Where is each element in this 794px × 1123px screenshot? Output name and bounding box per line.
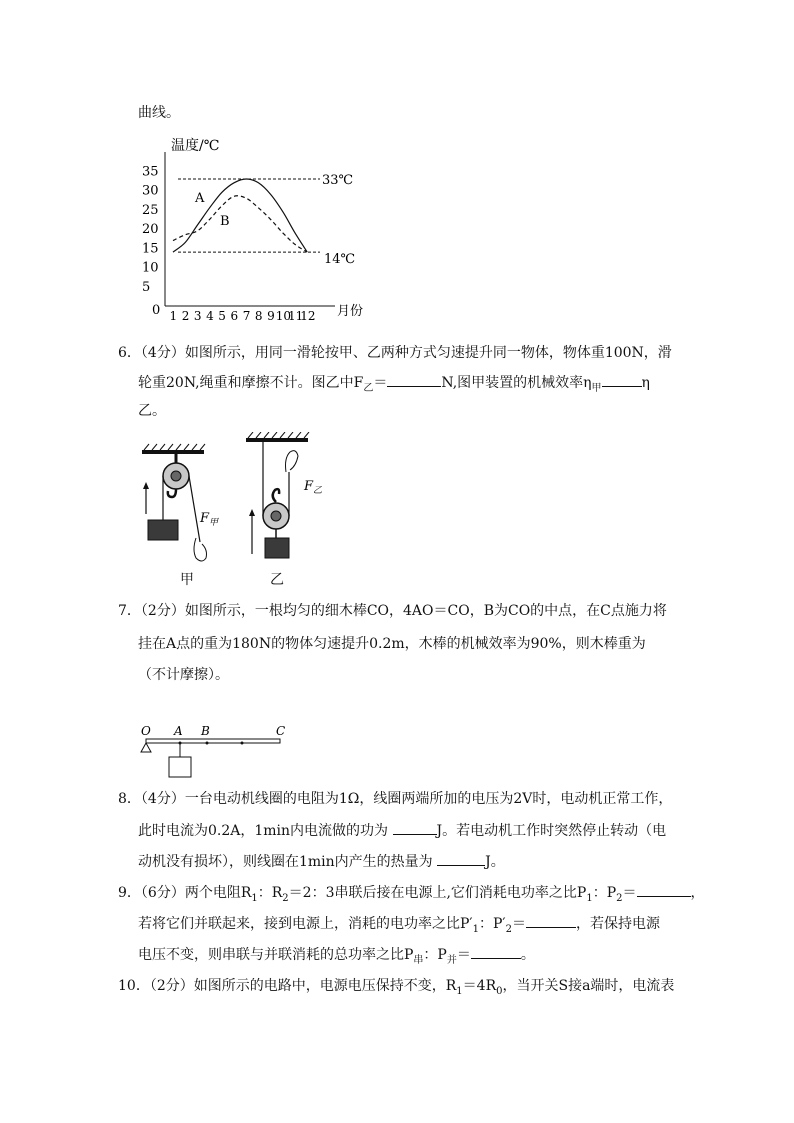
x-tick-label: 12 bbox=[300, 309, 316, 323]
q10-l1-b: ＝4R bbox=[462, 978, 497, 994]
x-tick-label: 11 bbox=[288, 309, 304, 323]
q9-l3-a: 电压不变，则串联与并联消耗的总功率之比P bbox=[138, 947, 414, 963]
q8-line3-part1: 动机没有损坏），则线圈在1min内产生的热量为 bbox=[138, 854, 433, 870]
q8-line2-part2: J。若电动机工作时突然停止转动（电 bbox=[436, 823, 667, 839]
q6-line1 bbox=[118, 343, 672, 363]
q9-sub-1c: 1 bbox=[472, 923, 479, 935]
q6-eta: η bbox=[641, 375, 650, 391]
fixed-pulley bbox=[143, 454, 219, 561]
q9-l1-d: ：P bbox=[592, 885, 617, 901]
x-tick-label: 8 bbox=[254, 309, 263, 323]
q10-line1 bbox=[118, 976, 674, 1002]
label-B: B bbox=[201, 724, 210, 738]
curve-b-label: B bbox=[220, 214, 230, 229]
q6-number: 6． bbox=[118, 345, 141, 361]
q7-number: 7． bbox=[118, 603, 141, 619]
y-tick-label: 10 bbox=[142, 260, 159, 276]
right-ceiling bbox=[246, 432, 309, 442]
hanging-weight bbox=[169, 757, 191, 777]
q6-line2-part2: N,图甲装置的机械效率η bbox=[441, 375, 592, 391]
y-tick-label: 20 bbox=[142, 222, 159, 237]
q9-l2-c: ＝ bbox=[511, 916, 526, 932]
x-tick-label: 6 bbox=[230, 309, 239, 323]
q8-blank-2[interactable] bbox=[437, 851, 485, 866]
force-right-label: $F_乙$ bbox=[304, 479, 323, 496]
q8-line3-part2: J。 bbox=[485, 854, 505, 870]
q10-sub-1: 1 bbox=[456, 985, 463, 997]
y-tick-label: 5 bbox=[142, 279, 151, 295]
pulley-figure bbox=[136, 432, 336, 592]
y-tick-labels bbox=[142, 164, 159, 295]
q9-l1-f: ， bbox=[690, 885, 705, 901]
q9-line1 bbox=[118, 882, 705, 909]
q9-line2 bbox=[138, 913, 660, 940]
q9-l1-e: ＝ bbox=[622, 885, 637, 901]
fulcrum bbox=[141, 743, 151, 752]
q10-l1-c: ，当开关S接a端时，电流表 bbox=[502, 978, 675, 994]
x-tick-label: 3 bbox=[193, 309, 202, 323]
chart-xlabel: 月份 bbox=[337, 304, 364, 319]
q8-blank-1[interactable] bbox=[393, 820, 437, 835]
q9-number: 9． bbox=[118, 885, 141, 901]
x-tick-label: 5 bbox=[218, 309, 226, 323]
x-tick-label: 4 bbox=[206, 309, 214, 323]
series-b-line bbox=[173, 196, 307, 252]
q7-line1 bbox=[118, 601, 667, 621]
q8-line1-text: （4分）一台电动机线圈的电阻为1Ω，线圈两端所加的电压为2V时，电动机正常工作， bbox=[140, 791, 673, 807]
x-tick-label: 2 bbox=[181, 309, 190, 323]
origin-label: 0 bbox=[152, 303, 161, 318]
x-tick-label: 9 bbox=[267, 309, 275, 323]
q9-l1-b: ：R bbox=[257, 885, 283, 901]
lever-figure bbox=[136, 722, 296, 782]
x-tick-labels bbox=[170, 309, 316, 323]
q9-sub-2c: 2 bbox=[505, 923, 512, 935]
q10-l1-a: （2分）如图所示的电路中，电源电压保持不变，R bbox=[149, 978, 457, 994]
q8-line1 bbox=[118, 789, 672, 809]
q9-sub-2a: 2 bbox=[282, 892, 289, 904]
x-tick-label: 1 bbox=[169, 309, 178, 323]
q9-sub-2b: 2 bbox=[616, 892, 623, 904]
curve-a-label: A bbox=[195, 191, 205, 206]
q9-blank-3[interactable] bbox=[471, 944, 521, 959]
series-a-line bbox=[173, 179, 307, 252]
lever-rod bbox=[146, 739, 280, 743]
q9-blank-2[interactable] bbox=[526, 913, 576, 928]
q10-sub-0: 0 bbox=[496, 985, 503, 997]
q6-line1-text: （4分）如图所示，用同一滑轮按甲、乙两种方式匀速提升同一物体，物体重100N，滑 bbox=[140, 345, 672, 361]
q9-l1-a: （6分）两个电阻R bbox=[140, 885, 252, 901]
y-tick-label: 35 bbox=[142, 164, 159, 180]
q9-l3-c: ＝ bbox=[456, 947, 471, 963]
q6-blank-2[interactable] bbox=[602, 372, 642, 387]
x-tick-label: 10 bbox=[275, 309, 292, 323]
y-tick-label: 30 bbox=[142, 183, 159, 199]
q8-line3 bbox=[138, 851, 505, 872]
temperature-chart bbox=[140, 134, 370, 334]
q9-l2-a: 若将它们并联起来，接到电源上，消耗的电功率之比P′ bbox=[138, 916, 473, 932]
label-A: A bbox=[174, 724, 183, 738]
x-tick-label: 7 bbox=[242, 309, 251, 323]
q9-l3-b: ：P bbox=[423, 947, 447, 963]
q6-equals: ＝ bbox=[373, 375, 388, 391]
q6-line3: 乙。 bbox=[138, 403, 166, 419]
y-tick-label: 15 bbox=[142, 241, 159, 257]
q6-sub-yi: 乙 bbox=[363, 382, 374, 394]
q9-l2-b: ：P′ bbox=[478, 916, 506, 932]
q9-blank-1[interactable] bbox=[637, 882, 691, 897]
low-reference-label: 14℃ bbox=[324, 252, 356, 268]
intro-text: 曲线。 bbox=[138, 105, 180, 121]
q6-line2-part1: 轮重20N,绳重和摩擦不计。图乙中F bbox=[138, 375, 364, 391]
force-left-label: $F_甲$ bbox=[200, 511, 219, 528]
label-C: C bbox=[276, 724, 286, 738]
q9-line3 bbox=[138, 944, 535, 971]
q9-sub-1b: 1 bbox=[586, 892, 593, 904]
q9-l2-d: ，若保持电源 bbox=[575, 916, 660, 932]
fig-jia-label: 甲 bbox=[180, 572, 194, 588]
chart-ylabel: 温度/℃ bbox=[171, 138, 220, 154]
q9-l3-d: 。 bbox=[520, 947, 535, 963]
label-O: O bbox=[141, 724, 151, 738]
q8-line2 bbox=[138, 820, 666, 841]
q8-number: 8． bbox=[118, 791, 141, 807]
left-ceiling bbox=[142, 444, 205, 454]
q7-line3: （不计摩擦）。 bbox=[138, 667, 229, 683]
q6-sub-jia: 甲 bbox=[591, 382, 602, 394]
q7-line2: 挂在A点的重为180N的物体匀速提升0.2m，木棒的机械效率为90%，则木棒重为 bbox=[138, 636, 646, 652]
fig-yi-label: 乙 bbox=[270, 572, 284, 588]
q6-line2 bbox=[138, 372, 650, 399]
high-reference-label: 33℃ bbox=[322, 172, 354, 188]
q6-blank-1[interactable] bbox=[387, 372, 441, 387]
q7-line1-text: （2分）如图所示，一根均匀的细木棒CO，4AO＝CO，B为CO的中点，在C点施力将 bbox=[140, 603, 667, 619]
q9-sub-1a: 1 bbox=[251, 892, 258, 904]
q9-l1-c: ＝2：3串联后接在电源上,它们消耗电功率之比P bbox=[288, 885, 587, 901]
movable-pulley bbox=[249, 442, 322, 558]
y-tick-label: 25 bbox=[142, 202, 159, 218]
q10-number: 10． bbox=[118, 978, 150, 994]
q8-line2-part1: 此时电流为0.2A，1min内电流做的功为 bbox=[138, 823, 389, 839]
q9-sub-chuan: 串 bbox=[413, 954, 424, 966]
q9-sub-bing: 并 bbox=[446, 954, 457, 966]
